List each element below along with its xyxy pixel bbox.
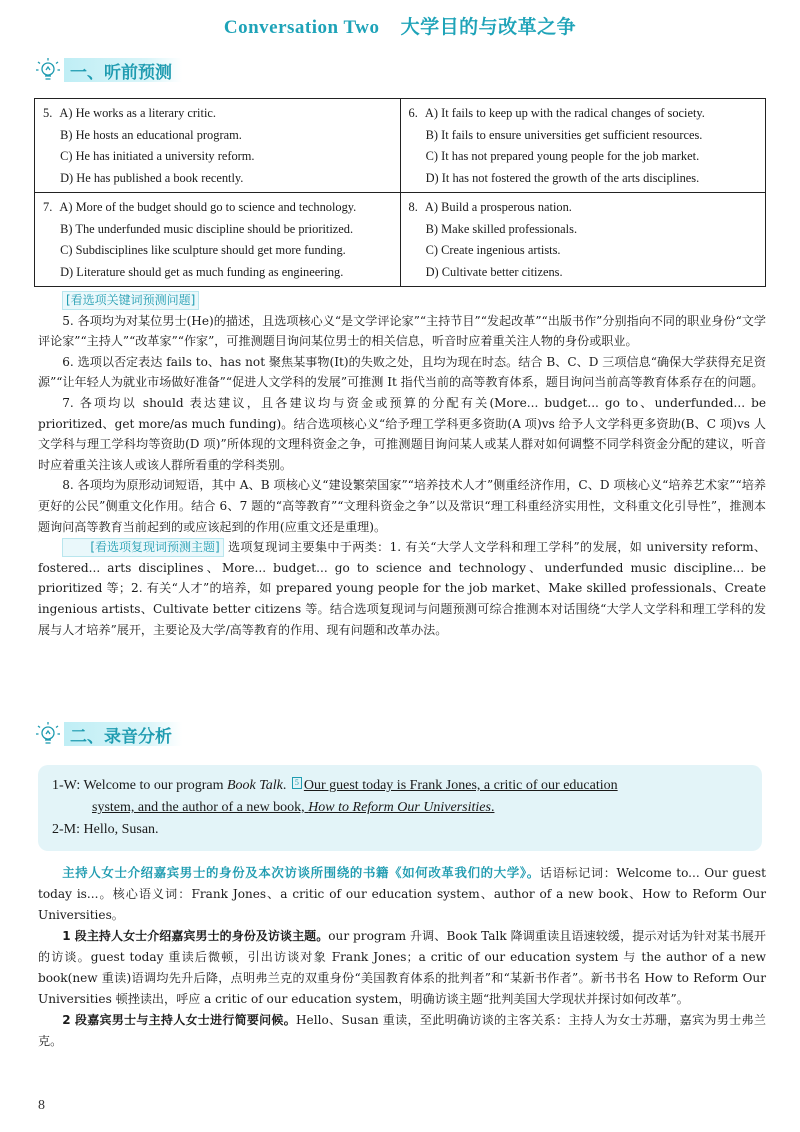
page-title — [0, 12, 800, 39]
analysis-theme: [看选项复现词预测主题] 选项复现词主要集中于两类：1. 有关“大学人文学科和理工学科”的发展，如 university reform、fostered... arts disciplines、More... budget... go to science and technology、underfunded music discipline... be prioritized 等；2. 有关“人才”的培养，如 prepared young people for the job market、Make skilled professionals、Create ingenious artists、Cultivate better citizens 等。结合选项复现词与问题预测可综合推测本对话围绕“大学人文学科和理工学科的发展与人才培养”展开，主要论及大学/高等教育的作用、现有问题和改革办法。 — [38, 540, 766, 637]
keyword-tag: [看选项关键词预测问题] — [62, 291, 199, 310]
title-english: Conversation Two — [223, 17, 380, 38]
option: C) It has not prepared young people for the job market. — [425, 149, 700, 163]
option: 6. A) It fails to keep up with the radical changes of society. — [408, 106, 705, 120]
commentary-para-1: 1 段主持人女士介绍嘉宾男士的身份及访谈主题。our program 升调、Book Talk 降调重读且语速较缓，提示对话为针对某书展开的访谈。guest today 重读后微顿，引出访谈对象 Frank Jones；a critic of our education system 与 the author of a new book(new 重读)语调均先升后降，点明弗兰克的双重身份“美国教育体系的批判者”和“某新书作者”。新书书名 How to Reform Our Universities 顿挫读出，呼应 a critic of our education system，明确访谈主题“批判美国大学现状并探讨如何改革”。 — [38, 929, 766, 1006]
title-chinese: 大学目的与改革之争 — [400, 16, 577, 38]
analysis-q5: 5. 各项均为对某位男士(He)的描述，且选项核心义“是文学评论家”“主持节目”“发起改革”“出版书作”分别指向不同的职业身份“文学评论家”“主持人”“改革家”“作家”，可推测题目询问某位男士的相关信息，听音时应着重关注人物的身份或职业。 — [38, 313, 766, 349]
section-heading-prelisten — [34, 56, 182, 84]
repeat-word-tag: [看选项复现词预测主题] — [62, 538, 224, 557]
analysis-q8: 8. 各项均为原形动词短语，其中 A、B 项核心义“建设繁荣国家”“培养技术人才”侧重经济作用，C、D 项核心义“培养艺术家”“培养更好的公民”侧重文化作用。结合 6、7 题的“高等教育”“文理科资金之争”以及常识“理工科重经济实用性，文科重文化引导性”，推测本题询问高等教育当前起到的或应该起到的作用(应重文还是重理)。 — [38, 478, 766, 534]
option: D) Cultivate better citizens. — [425, 264, 563, 279]
section-heading-recording — [34, 720, 182, 748]
transcript-line-1-cont: system, and the author of a new book, How to Reform Our Universities. — [92, 800, 495, 815]
prediction-analysis — [38, 290, 766, 640]
transcript-box — [38, 765, 762, 851]
section-heading-label: 一、听前预测 — [64, 58, 182, 82]
lightbulb-icon — [34, 720, 64, 748]
option: C) Subdisciplines like sculpture should get more funding. — [60, 243, 346, 257]
commentary-para-2: 2 段嘉宾男士与主持人女士进行简要问候。Hello、Susan 重读，至此明确访谈的主客关系：主持人为女士苏珊，嘉宾为男士弗兰克。 — [38, 1013, 766, 1048]
question-5 — [35, 99, 401, 193]
recording-analysis — [38, 862, 766, 1052]
option: D) He has published a book recently. — [60, 170, 244, 185]
option: C) He has initiated a university reform. — [60, 149, 255, 163]
analysis-q6: 6. 选项以否定表达 fails to、has not 聚焦某事物(It)的失败之处，且均为现在时态。结合 B、C、D 三项信息“确保大学获得充足资源”“让年轻人为就业市场做好准备”“促进人文学科的发展”可推测 It 指代当前的高等教育体系，题目询问当前高等教育体系存在的问题。 — [38, 354, 766, 390]
question-8 — [400, 193, 766, 287]
option: B) He hosts an educational program. — [60, 127, 242, 142]
option: C) Create ingenious artists. — [425, 243, 561, 257]
option: 5. A) He works as a literary critic. — [43, 106, 216, 120]
page-number: 8 — [38, 1098, 45, 1113]
option: 8. A) Build a prosperous nation. — [408, 200, 572, 214]
question-6 — [400, 99, 766, 193]
section-heading-label: 二、录音分析 — [64, 722, 182, 746]
option: 7. A) More of the budget should go to science and technology. — [43, 200, 357, 214]
option: B) The underfunded music discipline should be prioritized. — [60, 221, 354, 236]
option: D) It has not fostered the growth of the arts disciplines. — [425, 170, 700, 185]
option: B) It fails to ensure universities get sufficient resources. — [425, 127, 703, 142]
option: B) Make skilled professionals. — [425, 221, 578, 236]
question-7 — [35, 193, 401, 287]
commentary-summary: 主持人女士介绍嘉宾男士的身份及本次访谈所围绕的书籍《如何改革我们的大学》。话语标记词：Welcome to... Our guest today is...。核心语义词：Frank Jones、a critic of our education system、author of a new book、How to Reform Our Universities。 — [38, 865, 766, 922]
lightbulb-icon — [34, 56, 64, 84]
note-marker: 5 — [292, 777, 302, 789]
option: D) Literature should get as much funding as engineering. — [60, 264, 344, 279]
transcript-line-1: 1-W: Welcome to our program Book Talk. 5 Our guest today is Frank Jones, a critic of our education — [52, 778, 618, 793]
analysis-q7: 7. 各项均以 should 表达建议，且各建议均与资金或预算的分配有关(More... budget... go to、underfunded... be prioritized、get more/as much funding)。结合选项核心义“给予理工学科更多资助(A 项)vs 给予人文学科更多资助(B、C 项)vs 人文学科与理工学科均等资助(D 项)”所体现的文理科资金之争，可推测题目询问某人或某人群对如何调整不同学科资金分配的建议，听音时应着重关注该人或该人群所看重的学科类别。 — [38, 395, 766, 472]
transcript-line-2: 2-M: Hello, Susan. — [52, 822, 159, 837]
options-table — [34, 98, 766, 287]
